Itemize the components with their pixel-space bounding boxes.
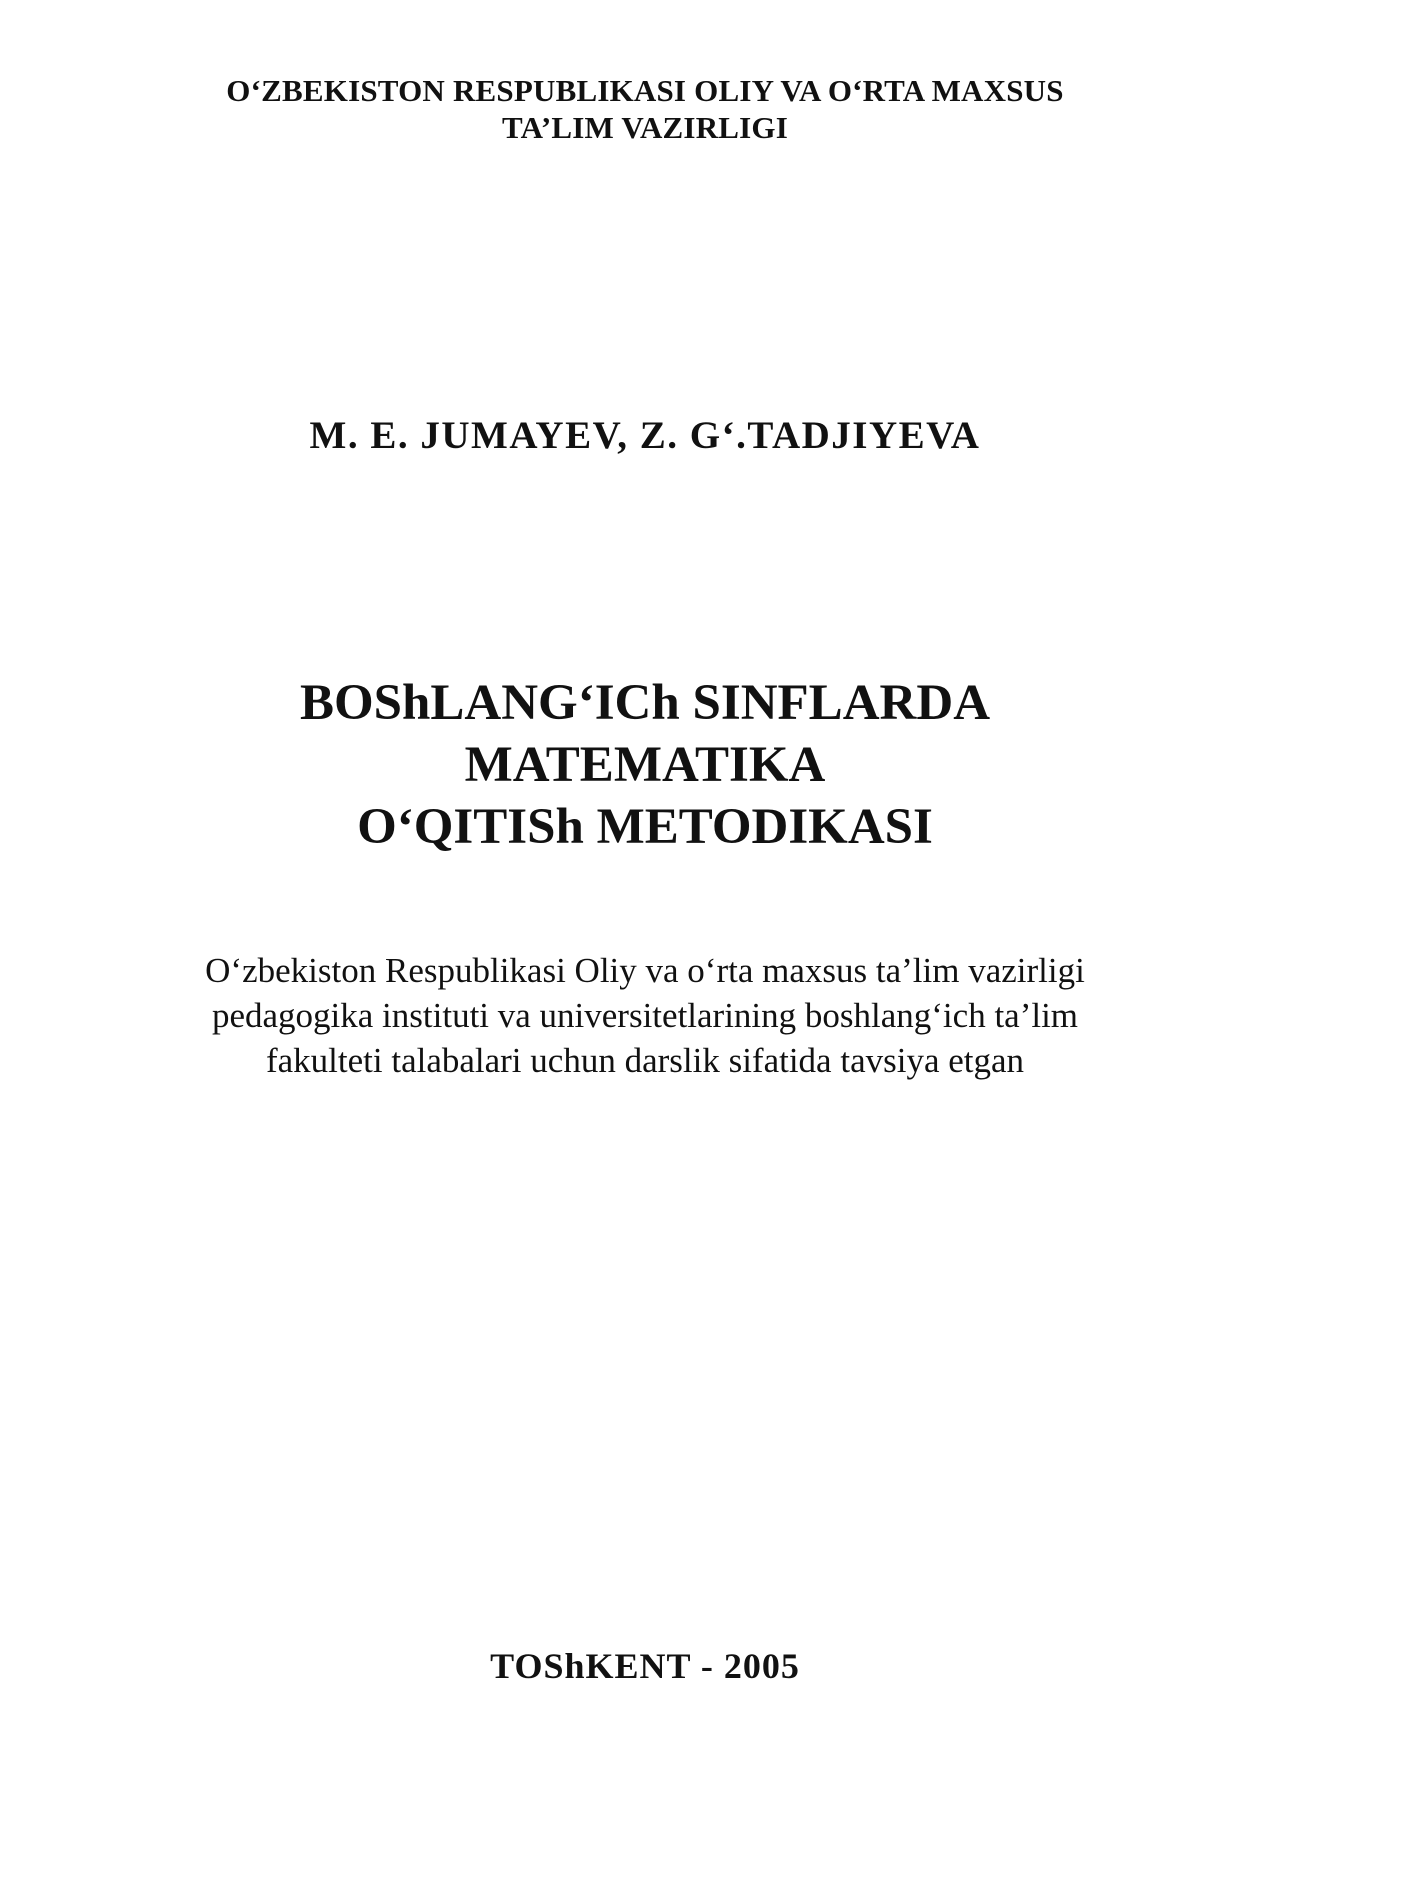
approval-note bbox=[90, 948, 1200, 1083]
approval-note-line-2: pedagogika instituti va universitetlarining boshlang‘ich ta’lim bbox=[211, 996, 1079, 1035]
approval-note-line-3: fakulteti talabalari uchun darslik sifatida tavsiya etgan bbox=[265, 1041, 1025, 1080]
book-title-line-3: O‘QITISh METODIKASI bbox=[357, 799, 933, 855]
approval-note-line-1: O‘zbekiston Respublikasi Oliy va o‘rta maxsus ta’lim vazirligi bbox=[205, 951, 1085, 990]
ministry-heading-line-2: TA’LIM VAZIRLIGI bbox=[502, 110, 788, 145]
authors: M. E. JUMAYEV, Z. G‘.TADJIYEVA bbox=[309, 414, 981, 457]
book-title-line-2: MATEMATIKA bbox=[464, 737, 826, 793]
book-title-line-1: BOShLANG‘ICh SINFLARDA bbox=[299, 675, 991, 731]
book-title bbox=[90, 672, 1200, 858]
imprint: TOShKENT - 2005 bbox=[490, 1646, 800, 1686]
ministry-heading-line-1: O‘ZBEKISTON RESPUBLIKASI OLIY VA O‘RTA MAXSUS bbox=[226, 73, 1064, 108]
ministry-heading bbox=[90, 72, 1200, 146]
